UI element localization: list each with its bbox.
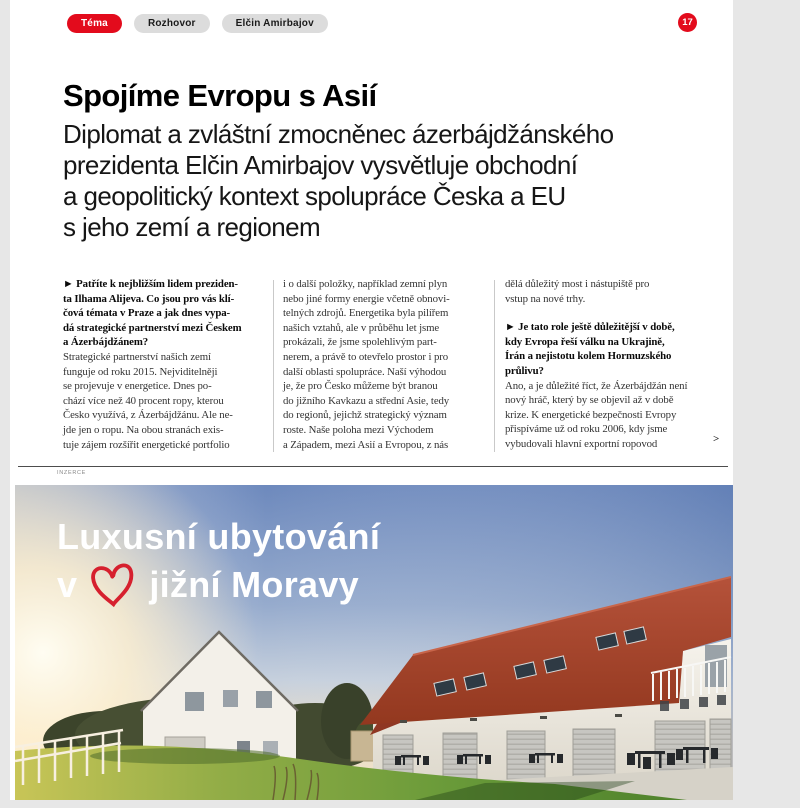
interview-answer [63,350,269,452]
text-line: vybudovali hlavní exportní ropovod [505,437,658,450]
text-line: kdy Evropa řeší válku na Ukrajině, [505,335,665,348]
text-line: Strategické partnerství našich zemí [63,350,211,363]
text-line: jde jen o ropu. Na obou stranách exis- [63,423,224,436]
text-line: krize. K energetické bezpečnosti Evropy [505,408,677,421]
column-divider [273,280,274,452]
text-line: čová témata v Praze a jak dnes vypa- [63,307,231,320]
text-line: chází více než 40 procent ropy, kterou [63,394,224,407]
ad-headline-line2 [57,561,380,609]
page-number-badge: 17 [678,13,697,32]
subheadline-line: Diplomat a zvláštní zmocněnec ázerbájdžánského [63,119,614,149]
text-line: do regionů, jejichž strategický význam [283,409,447,422]
text-line: do jižního Kavkazu a střední Asie, tedy [283,394,450,407]
subheadline-line: prezidenta Elčin Amirbajov vysvětluje obchodní [63,150,578,180]
text-line: dá strategické partnerství mezi Českem [63,321,242,334]
text-line: ta Ilhama Alijeva. Co jsou pro vás klí- [63,292,235,305]
ad-headline-line2-prefix: v [57,564,78,605]
text-line: ► Je tato role ještě důležitější v době, [505,321,675,334]
subheadline-line: s jeho zemí a regionem [63,212,321,242]
text-line: ► Patříte k nejbližším lidem preziden- [63,278,238,290]
text-line: funguje od roku 2015. Nejviditelněji [63,365,218,378]
continuation-marker: > [713,433,720,445]
interview-answer [283,277,489,452]
text-line: našich vztahů, ale v průběhu let jsme [283,321,440,334]
text-line: prokázali, že jsme spolehlivým part- [283,336,437,349]
text-line: vstup na nové trhy. [505,292,586,305]
text-line: tuje zájem rozšířit energetické portfolio [63,438,230,451]
interview-question [63,277,269,350]
text-line: Česko využívá, z Ázerbájdžánu. Ale ne- [63,409,233,422]
tag-rozhovor[interactable]: Rozhovor [134,14,210,33]
interview-answer [505,379,719,452]
interview-answer [505,277,719,306]
ad-headline-line1: Luxusní ubytování [57,516,381,557]
text-line: a Ázerbájdžánem? [63,336,149,349]
text-line: průlivu? [505,364,544,377]
article-headline: Spojíme Evropu s Asií [63,78,377,113]
text-line: telných zdrojů. Energetika byla pilířem [283,307,449,320]
text-line: a Západem, mezi Asií a Evropou, z nás [283,438,449,451]
ad-photo[interactable] [15,485,733,800]
magazine-page [10,0,733,800]
ad-label: INZERCE [57,470,87,476]
text-line: nebo jiné formy energie včetně obnovi- [283,292,450,305]
ad-headline [57,515,380,609]
text-line: dělá důležitý most i nástupiště pro [505,278,650,290]
article-column-3 [505,277,719,452]
article-column-2 [283,277,489,452]
text-line: i o další položky, například zemní plyn [283,278,448,290]
text-line: Ano, a je důležité říct, že Ázerbájdžán není [505,379,688,392]
text-line: je, že pro Česko můžeme být branou [283,380,438,393]
heart-icon [89,561,137,609]
text-line: roste. Naše poloha mezi Východem [283,423,434,436]
ad-headline-line2-suffix: jižní Moravy [149,564,359,605]
text-line: přispíváme už od roku 2006, kdy jsme [505,423,668,436]
text-line: nový hráč, který by se objevil až v době [505,394,674,407]
tag-tema[interactable]: Téma [67,14,122,33]
text-line: Írán a nejistotu kolem Hormuzského [505,350,672,363]
article-subheadline [63,119,613,243]
article-column-1 [63,277,269,452]
text-line: se projevuje v energetice. Dnes po- [63,380,212,393]
tag-elcin-amirbajov[interactable]: Elčin Amirbajov [222,14,328,33]
text-line: další oblasti spolupráce. Naší výhodou [283,365,447,378]
text-line: nerem, a právě to otevřelo prostor i pro [283,350,449,363]
ad-divider-rule [18,466,728,467]
interview-question [505,320,719,378]
column-divider [494,280,495,452]
tag-row [67,14,328,33]
subheadline-line: a geopolitický kontext spolupráce Česka a EU [63,181,566,211]
